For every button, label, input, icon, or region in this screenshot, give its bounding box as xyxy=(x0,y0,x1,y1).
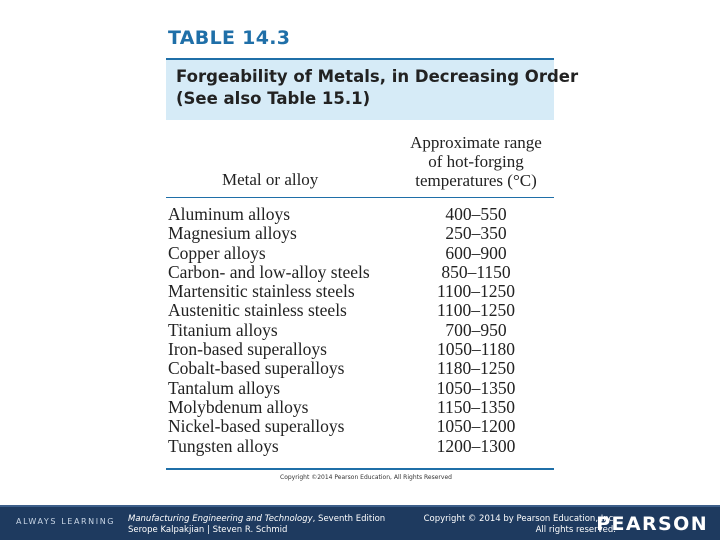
range-cell: 700–950 xyxy=(445,319,507,340)
header-divider xyxy=(166,197,554,198)
column-header-metal: Metal or alloy xyxy=(222,170,319,189)
range-cell: 1100–1250 xyxy=(436,300,516,321)
footer-tagline: ALWAYS LEARNING xyxy=(16,517,116,526)
table-title-line-2: (See also Table 15.1) xyxy=(176,89,371,108)
range-cell: 1050–1200 xyxy=(436,416,516,437)
table-row xyxy=(166,339,554,358)
footer-copyright-line-2: All rights reserved. xyxy=(535,525,616,535)
metal-cell: Carbon- and low-alloy steels xyxy=(168,261,370,282)
book-authors: Serope Kalpakjian | Steven R. Schmid xyxy=(128,525,288,535)
metal-cell: Austenitic stainless steels xyxy=(168,300,347,321)
range-cell: 600–900 xyxy=(445,242,507,263)
metal-cell: Titanium alloys xyxy=(168,319,278,340)
table-body xyxy=(166,204,554,455)
range-cell: 1180–1250 xyxy=(436,358,516,379)
footer-divider xyxy=(0,505,720,507)
metal-cell: Aluminum alloys xyxy=(168,204,291,224)
range-cell: 850–1150 xyxy=(441,261,511,282)
metal-cell: Molybdenum alloys xyxy=(168,396,309,417)
metal-cell: Magnesium alloys xyxy=(168,223,297,244)
pearson-logo: PEARSON xyxy=(596,513,708,535)
table-row xyxy=(166,358,554,377)
table-row xyxy=(166,378,554,397)
footer-copyright xyxy=(424,514,616,536)
footer-copyright-line-1: Copyright © 2014 by Pearson Education, Inc. xyxy=(423,514,616,524)
column-header-range-line-2: of hot-forging xyxy=(428,152,524,171)
range-cell: 1200–1300 xyxy=(436,435,516,456)
metal-cell: Copper alloys xyxy=(168,242,266,263)
table-title xyxy=(166,58,579,120)
table-row xyxy=(166,397,554,416)
table-number-label: TABLE 14.3 xyxy=(168,27,291,49)
table-row xyxy=(166,320,554,339)
table-row xyxy=(166,300,554,319)
column-header-range-line-3: temperatures (°C) xyxy=(415,171,537,190)
footer-book-info xyxy=(128,514,385,536)
table-row xyxy=(166,436,554,455)
book-title: Manufacturing Engineering and Technology xyxy=(128,514,313,524)
table-row xyxy=(166,262,554,281)
range-cell: 1150–1350 xyxy=(436,396,516,417)
column-header-range-line-1: Approximate range xyxy=(410,133,542,152)
table-row xyxy=(166,281,554,300)
range-cell: 1100–1250 xyxy=(436,281,516,302)
table-row xyxy=(166,204,554,223)
table-title-line-1: Forgeability of Metals, in Decreasing Order xyxy=(176,67,579,86)
column-header-range xyxy=(396,133,556,190)
metal-cell: Martensitic stainless steels xyxy=(168,281,355,302)
book-edition: , Seventh Edition xyxy=(312,514,386,524)
range-cell: 1050–1180 xyxy=(436,339,516,360)
range-cell: 250–350 xyxy=(445,223,507,244)
range-cell: 1050–1350 xyxy=(436,377,516,398)
table-copyright: Copyright ©2014 Pearson Education, All Rights Reserved xyxy=(280,474,452,481)
forgeability-table xyxy=(166,120,554,470)
metal-cell: Tungsten alloys xyxy=(168,435,279,456)
table-row xyxy=(166,243,554,262)
metal-cell: Cobalt-based superalloys xyxy=(168,358,345,379)
table-row xyxy=(166,223,554,242)
table-row xyxy=(166,416,554,435)
range-cell: 400–550 xyxy=(445,204,507,224)
metal-cell: Tantalum alloys xyxy=(168,377,281,398)
metal-cell: Nickel-based superalloys xyxy=(168,416,345,437)
metal-cell: Iron-based superalloys xyxy=(168,339,327,360)
